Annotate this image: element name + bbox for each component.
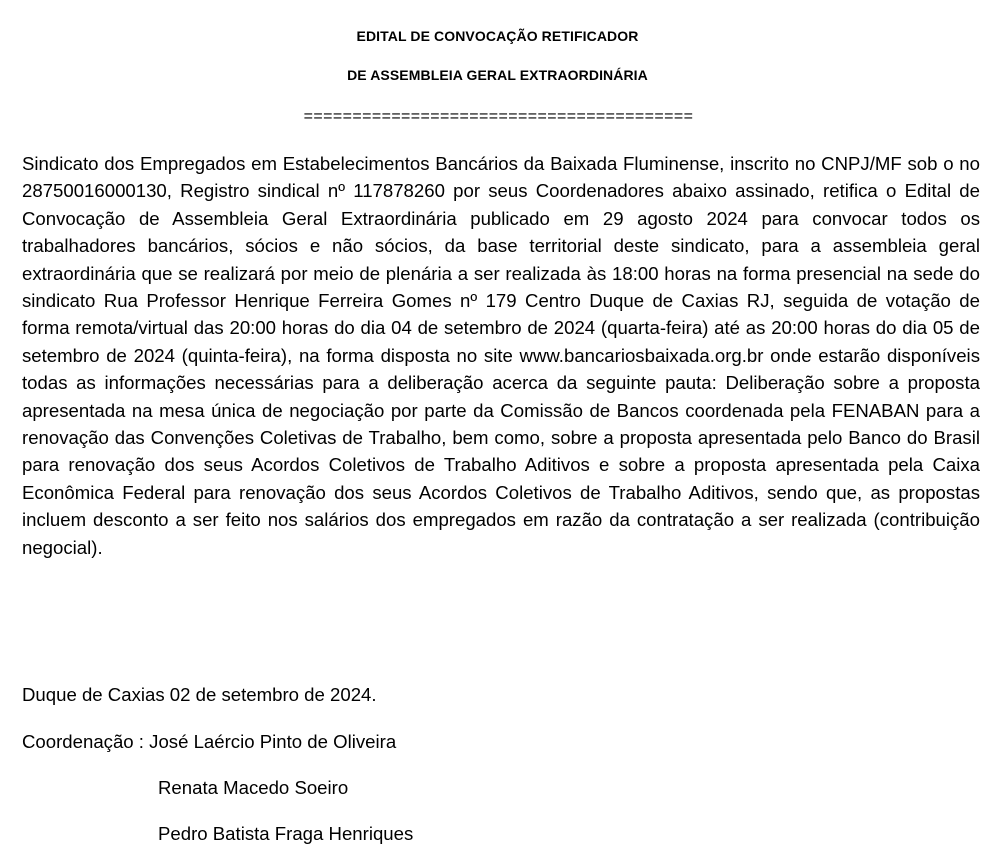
document-title-line-2: DE ASSEMBLEIA GERAL EXTRAORDINÁRIA: [347, 67, 648, 83]
convocation-paragraph: Sindicato dos Empregados em Estabelecimentos Bancários da Baixada Fluminense, inscrito no CNPJ/MF sob o no 28750016000130, Registro sindical nº 117878260 por seus Coordenadores abaixo assinado, retifica o Edital de Convocação de Assembleia Geral Extraordinária publicado em 29 agosto 2024 para convocar todos os trabalhadores bancários, sócios e não sócios, da base territorial deste sindicato, para a assembleia geral extraordinária que se realizará por meio de plenária a ser realizada às 18:00 horas na forma presencial na sede do sindicato Rua Professor Henrique Ferreira Gomes nº 179 Centro Duque de Caxias RJ, seguida de votação de forma remota/virtual das 20:00 horas do dia 04 de setembro de 2024 (quarta-feira) até as 20:00 horas do dia 05 de setembro de 2024 (quinta-feira), na forma disposta no site www.bancariosbaixada.org.br onde estarão disponíveis todas as informações necessárias para a deliberação acerca da seguinte pauta: Deliberação sobre a proposta apresentada na mesa única de negociação por parte da Comissão de Bancos coordenada pela FENABAN para a renovação das Convenções Coletivas de Trabalho, bem como, sobre a proposta apresentada pelo Banco do Brasil para renovação dos seus Acordos Coletivos de Trabalho Aditivos e sobre a proposta apresentada pela Caixa Econômica Federal para renovação dos seus Acordos Coletivos de Trabalho Aditivos, sendo que, as propostas incluem desconto a ser feito nos salários dos empregados em razão da contratação a ser realizada (contribuição negocial).: [22, 153, 980, 558]
separator-line: ========================================: [303, 108, 694, 125]
coordination-line: Coordenação : José Laércio Pinto de Oliveira: [22, 731, 397, 752]
document-title-line-1: EDITAL DE CONVOCAÇÃO RETIFICADOR: [356, 28, 639, 44]
coordinator-name: Renata Macedo Soeiro: [158, 777, 349, 798]
date-line: Duque de Caxias 02 de setembro de 2024.: [22, 684, 377, 705]
coordinator-name: Pedro Batista Fraga Henriques: [158, 823, 414, 844]
